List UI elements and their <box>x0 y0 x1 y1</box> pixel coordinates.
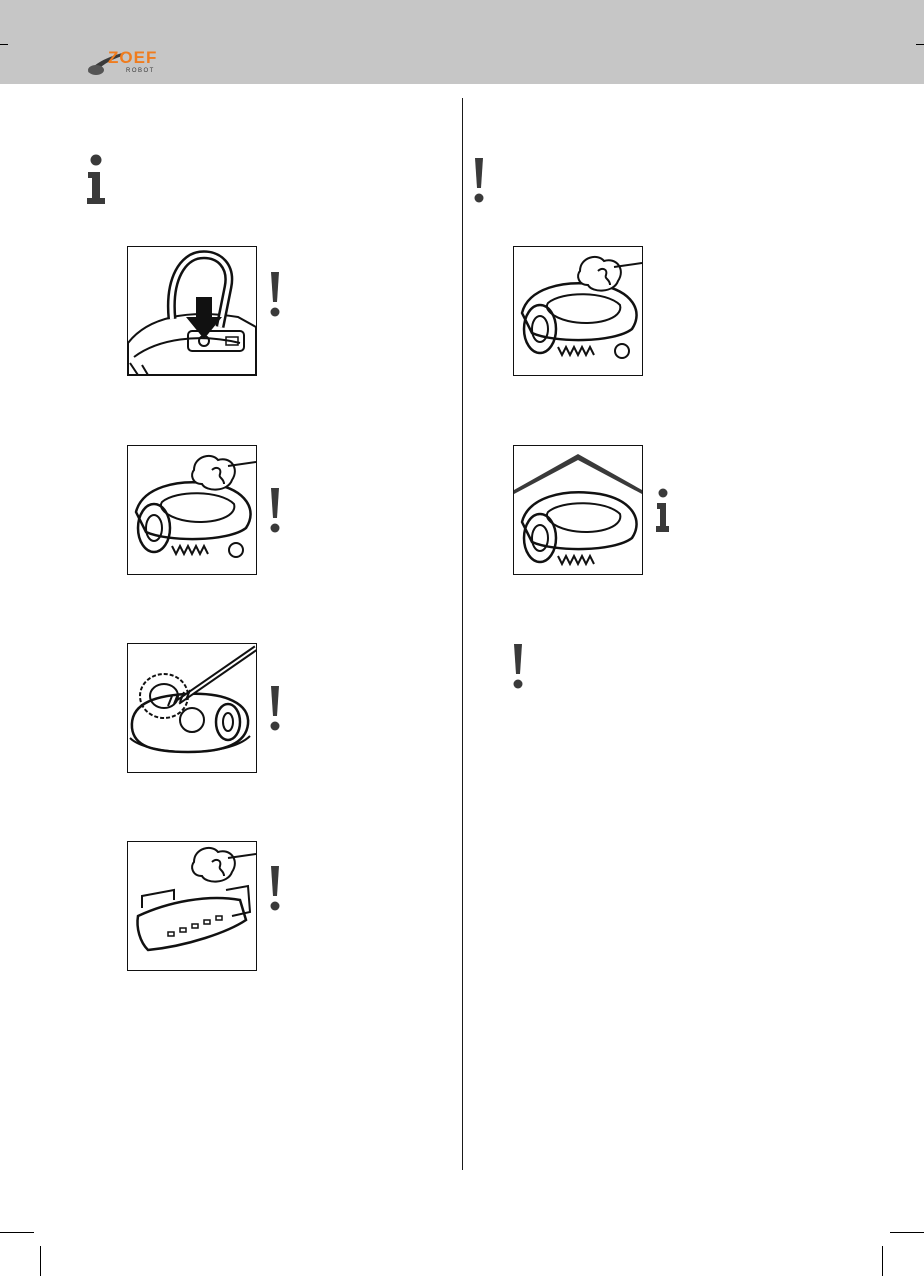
zoef-robot-logo <box>86 48 186 80</box>
logo-word: ZOEF <box>108 48 158 67</box>
crop-mark <box>40 1246 41 1276</box>
warning-icon <box>268 684 282 737</box>
wipe-mower-body-illustration <box>127 445 257 575</box>
store-under-shelter-illustration <box>513 445 643 575</box>
crop-mark <box>916 44 924 45</box>
wipe-charging-station-illustration <box>127 841 257 971</box>
crop-mark <box>0 1232 34 1233</box>
header-band <box>0 0 924 84</box>
info-icon <box>655 488 671 539</box>
crop-mark <box>890 1232 924 1233</box>
brush-blade-underside-illustration <box>127 643 257 773</box>
column-divider <box>462 98 463 1170</box>
warning-icon <box>511 642 525 695</box>
warning-icon <box>268 270 282 323</box>
info-icon <box>84 154 108 211</box>
warning-icon <box>268 486 282 539</box>
crop-mark <box>882 1246 883 1276</box>
warning-icon <box>268 864 282 917</box>
press-stop-button-illustration <box>127 246 257 376</box>
crop-mark <box>0 44 8 45</box>
warning-icon <box>472 156 486 209</box>
wipe-mower-cover-illustration <box>513 246 643 376</box>
logo-subword: ROBOT <box>126 68 155 74</box>
